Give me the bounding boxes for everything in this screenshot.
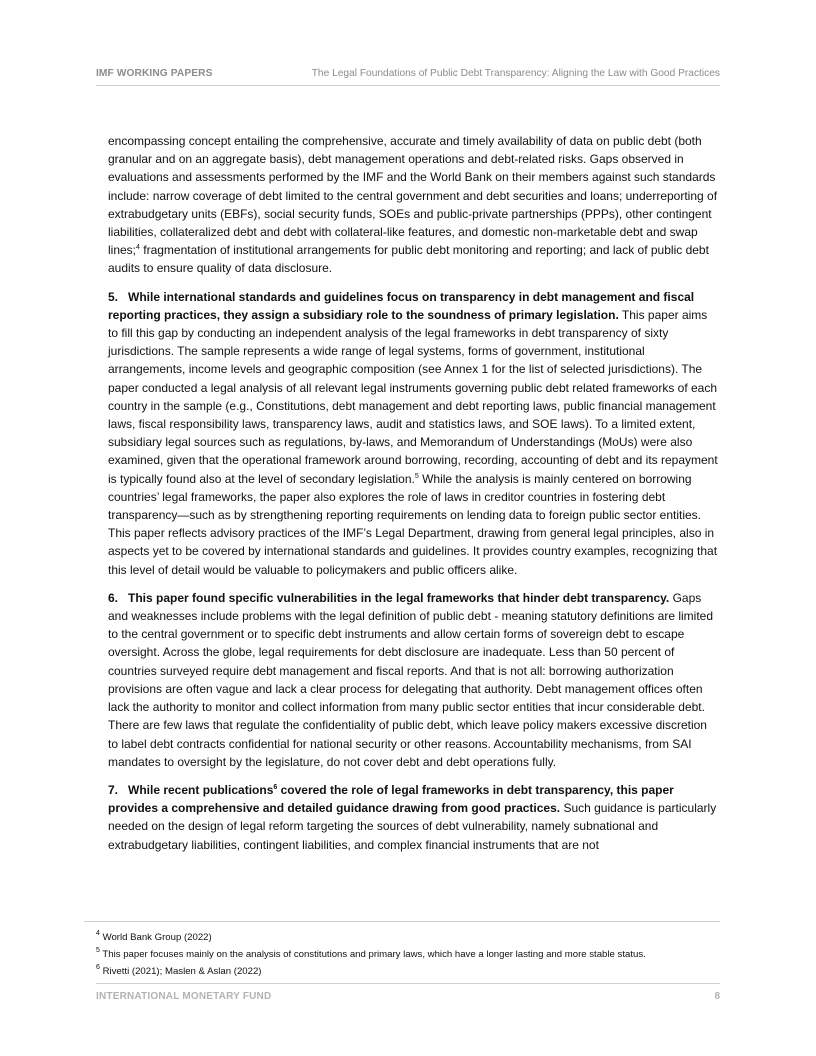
footnote-divider	[84, 921, 720, 922]
footnote-4: $^4$ World Bank Group (2022)	[96, 930, 212, 943]
main-text	[108, 132, 720, 864]
footnote-ref-5[interactable]: 5	[414, 472, 419, 480]
footnote-ref-4[interactable]: 4	[136, 244, 140, 252]
footer-divider	[96, 983, 720, 984]
paragraph-5: 5. While international standards and guidelines focus on transparency in debt management and fiscal reporting practices, they assign a subsidiary role to the soundness of primary legislation. This paper aims to fill this gap by conducting an independent analysis of the legal frameworks in debt transparency of sixty jurisdictions. The sample represents a wide range of legal systems, forms of government, institutional arrangements, income levels and geographic composition (see Annex 1 for the list of selected jurisdictions). The paper conducted a legal analysis of all relevant legal instruments governing public debt related frameworks of each country in the sample (e.g., Constitutions, debt management and debt reporting laws, public financial management laws, fiscal responsibility laws, transparency laws, audit and statistics laws, and SOE laws). To a limited extent, subsidiary legal sources such as regulations, by-laws, and Memorandum of Understandings (MoUs) were also examined, given that the operational framework around borrowing, recording, accounting of debt and its repayment is typically found also at the level of secondary legislation.$^5$ While the analysis is mainly centered on borrowing countries’ legal frameworks, the paper also explores the role of laws in creditor countries in fostering debt transparency—such as by strengthening reporting requirements on lending data to foreign public sector entities. This paper reflects advisory practices of the IMF’s Legal Department, drawing from general legal principles, also in aspects yet to be covered by international standards and guidelines. It provides country examples, recognizing that this level of detail would be valuable to policymakers and public officers alike.	[108, 289, 718, 577]
paper-title: The Legal Foundations of Public Debt Transparency: Aligning the Law with Good Practices	[311, 68, 720, 79]
page-number: 8	[714, 991, 720, 1002]
footnote-6: $^6$ Rivetti (2021); Maslen & Aslan (2022)	[96, 963, 262, 977]
publisher-name: INTERNATIONAL MONETARY FUND	[96, 991, 272, 1002]
footnotes	[96, 930, 720, 980]
paragraph-6: 6. This paper found specific vulnerabilities in the legal frameworks that hinder debt transparency. Gaps and weaknesses include problems with the legal definition of public debt - meaning statutory definitions are limited to the central government or to specific debt instruments and allow certain forms of sovereign debt to escape oversight. Across the globe, legal requirements for debt disclosure are inadequate. Less than 50 percent of countries surveyed require debt management and fiscal reports. And that is not all: borrowing authorization provisions are often vague and lack a clear process for delegating that authority. Debt management offices often lack the authority to monitor and collect information from many public sector entities that incur considerable debt. There are few laws that regulate the confidentiality of public debt, which leave policy makers excessive discretion to label debt contracts confidential for national security or other reasons. Accountability mechanisms, from SAI mandates to oversight by the legislature, do not cover debt and debt operations fully.	[108, 590, 714, 769]
footnote-5: $^5$ This paper focuses mainly on the analysis of constitutions and primary laws, which have a longer lasting and more stable status.	[96, 946, 646, 960]
paragraph-7: 7. While recent publications$^6$ covered the role of legal frameworks in debt transparency, this paper provides a comprehensive and detailed guidance drawing from good practices. Such guidance is particularly needed on the design of legal reform targeting the sources of debt vulnerability, namely subnational and extrabudgetary liabilities, contingent liabilities, and complex financial instruments that are not	[108, 782, 717, 852]
series-title: IMF WORKING PAPERS	[96, 68, 213, 79]
paragraph-7-lead: 7. While recent publications$^6$ covered the role of legal frameworks in debt transparency, this paper provides a comprehensive and detailed guidance drawing from good practices.	[108, 782, 674, 816]
running-header	[96, 66, 720, 82]
header-divider	[96, 85, 720, 86]
running-footer	[96, 989, 720, 1005]
paragraph-5-lead: 5. While international standards and guidelines focus on transparency in debt management and fiscal reporting practices, they assign a subsidiary role to the soundness of primary legislation.	[108, 289, 695, 322]
footnote-ref-6[interactable]: 6	[273, 783, 278, 791]
paragraph-continuation: encompassing concept entailing the comprehensive, accurate and timely availability of data on public debt (both granular and on an aggregate basis), debt management operations and debt-related risks. Gaps observed in evaluations and assessments performed by the IMF and the World Bank on their members against such standards include: narrow coverage of debt limited to the central government and debt securities and loans; underreporting of extrabudgetary units (EBFs), social security funds, SOEs and public-private partnerships (PPPs), other contingent liabilities, collateralized debt and debt with collateral-like features, and domestic non-marketable debt and swap lines;$^4$ fragmentation of institutional arrangements for public debt monitoring and reporting; and lack of public debt audits to ensure quality of data disclosure.	[108, 134, 718, 276]
paragraph-6-lead: 6. This paper found specific vulnerabilities in the legal frameworks that hinder debt transparency.	[108, 590, 670, 605]
